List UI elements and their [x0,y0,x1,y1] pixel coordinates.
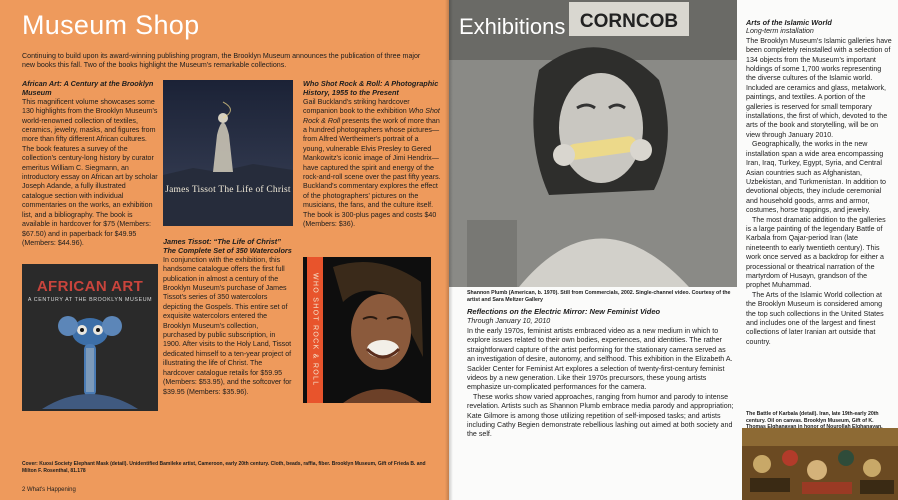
tissot-book-body: In conjunction with the exhibition, this handsome catalogue offers the first full publication in almost a century of the Brooklyn Museum's purchase of James Tissot's series of 350 watercolors depicting the Gospels. This entire set of exquisite watercolors entered the Brooklyn Museum's collection, purchased by public subscription, in 1900. After visits to the Holy Land, Tissot dedicated himself to a ten-year project of illustrating the life of Christ. The hardcover catalogue retails for $59.95 (Members: $53.95), and the softcover for $39.95 (Members: $35.96). [163,255,292,396]
video-paragraph: In the early 1970s, feminist artists embraced video as a new medium in which to explore issues related to their own bodies, experiences, and identities. The rather straightforward capture of the artist performing for the stationary camera served as an investigation of desire, autonomy, and selfhood. This exhibition in the Elizabeth A. Sackler Center for Feminist Art explores a selection of twenty-first-century feminist videos by a new generation. Like their 1970s precursors, these young artists emphasize un-complicated performances for the camera. [467,327,733,392]
video-exhibit-heading [467,307,737,326]
tissot-cover-title: James Tissot The Life of Christ [165,185,291,195]
wsr-cover-title: WHO SHOT ROCK & ROLL [307,257,323,403]
islamic-exhibit-section [746,18,892,347]
karbala-painting-art [742,428,898,500]
africa-cover-subtitle: A CENTURY AT THE BROOKLYN MUSEUM [27,297,153,303]
corncob-sign-text: CORNCOB [579,11,679,32]
islamic-paragraph: The Arts of the Islamic World collection at the Brooklyn Museum is considered among the top such collections in the United States and includes one of the largest and finest collections of later Iranian art outside that country. [746,290,884,346]
tissot-book-cover [163,80,293,226]
islamic-paragraph: Geographically, the works in the new installation span a wide area encompassing Iran, Iraq, Turkey, Egypt, Syria, and Central Asian countries such as Afghanistan, Uzbekistan, and Turkmenistan. In addition to devotional objects, they include ceremonial and household goods, arms and armor, costumes, horse trappings, and jewelry. [746,140,886,215]
islamic-exhibit-title: Arts of the Islamic World [746,18,832,27]
wsr-book-body [303,98,441,230]
africa-book-section [22,79,158,248]
tissot-book-title: James Tissot: “The Life of Christ” The Complete Set of 350 Watercolors [163,237,292,256]
africa-book-body: This magnificent volume showcases some 130 highlights from the Brooklyn Museum's world-renowned collection of textiles, ceramics, jewelry, masks, and figures from more than fifty different African cultures. The book features a survey of the collection's century-long history by curator emeritus William C. Siegmann, an introductory essay on African art by scholar Joseph Adande, a fully illustrated catalogue section with individual commentaries on the works, an exhibition list, and a bibliography. The book is available in hardcover for $75 (Members: $67.50) and in paperback for $49.95 (Members: $44.96). [22,97,158,247]
wsr-book-section [303,79,441,230]
video-exhibit-body [467,327,735,440]
cover-caption: Cover: Kuosi Society Elephant Mask (detail). Unidentified Bamileke artist, Cameroon, early 20th century. Cloth, beads, raffia, fiber. Brooklyn Museum, Gift of Frieda B. and Milton F. Rosenthal, 81.178 [22,461,426,474]
shannon-plumb-photo [449,0,737,287]
wsr-book-cover [303,257,431,403]
africa-book-title: African Art: A Century at the Brooklyn Museum [22,79,154,98]
karbala-caption: The Battle of Karbala (detail). Iran, late 19th-early 20th century. Oil on canvas. Brooklyn Museum, Gift of K. [746,411,879,424]
islamic-exhibit-subtitle: Long-term installation [746,27,814,36]
video-exhibit-dates: Through January 10, 2010 [467,316,551,325]
wsr-body-em: Who Shot Rock & Roll [303,107,440,125]
tissot-book-section [163,237,293,397]
islamic-paragraph: The Brooklyn Museum's Islamic galleries have been completely reinstalled with a selection of 134 objects from the Museum's important holdings of some 1,700 works representing the diverse cultures of the Islamic world. Included are ceramics and glass, metalwork, paintings, and textiles. A portion of the galleries is reserved for small temporary installations, the first of which, devoted to the arts of the book and storytelling, will be on view through January 2010. [746,36,892,139]
photo-caption: Shannon Plumb (American, b. 1970). Still from Commercials, 2002. Single-channel video. Courtesy of the artist and Sara Meltzer Gallery [467,290,731,303]
tissot-cover-art [163,80,293,226]
video-exhibit-title: Reflections on the Electric Mirror: New Feminist Video [467,307,661,316]
islamic-paragraph: The most dramatic addition to the galleries is a large painting of the legendary Battle of Karbala from Qajar-period Iran (late nineteenth to early twentieth century). This work once served as a backdrop for either a processional or theatrical narration of the martyrdom of Husayn, grandson of the prophet Muhammad. [746,215,886,290]
africa-cover-title: AFRICAN ART [36,278,144,295]
wsr-book-title: Who Shot Rock & Roll: A Photographic History, 1955 to the Present [303,79,439,98]
video-still-art [449,0,737,287]
africa-book-cover [22,264,158,411]
shop-intro: Continuing to build upon its award-winning publishing program, the Brooklyn Museum announces the publication of three major new books this fall. Two of the books highlight the Museum's remarkable collections. [22,52,421,70]
exhibitions-page [449,0,898,500]
page-folio: 2 What's Happening [22,487,76,493]
wsr-body-pre: Gail Buckland's striking hardcover companion book to the exhibition [303,97,410,116]
battle-of-karbala-image [742,428,898,500]
wsr-body-post: presents the work of more than a hundred photographers whose pictures—from Alfred Wertheimer's portrait of a young, vulnerable Elvis Presley to Gered Mankowitz's iconic image of Jimi Hendrix—have captured the spirit and energy of the rock-and-roll scene over the past fifty years. Buckland's commentary explores the effect of the photographers' pictures on the musicians, the fans, and the culture itself. The book is 300-plus pages and costs $40 (Members: $36). [303,116,441,229]
elephant-mask-icon [22,264,158,411]
video-paragraph: These works show varied approaches, ranging from humor and parody to intense revelation. Artists such as Shannon Plumb embrace media parody and appropriation; Kate Gilmore is among those utilizing repetition of self-imposed tasks; and artists including Cathy Begien demonstrate rebellious lashing out aimed at both society and the self. [467,392,734,439]
page-title: Exhibitions [459,14,566,39]
page-title: Museum Shop [22,10,200,40]
page-gutter [445,0,453,500]
